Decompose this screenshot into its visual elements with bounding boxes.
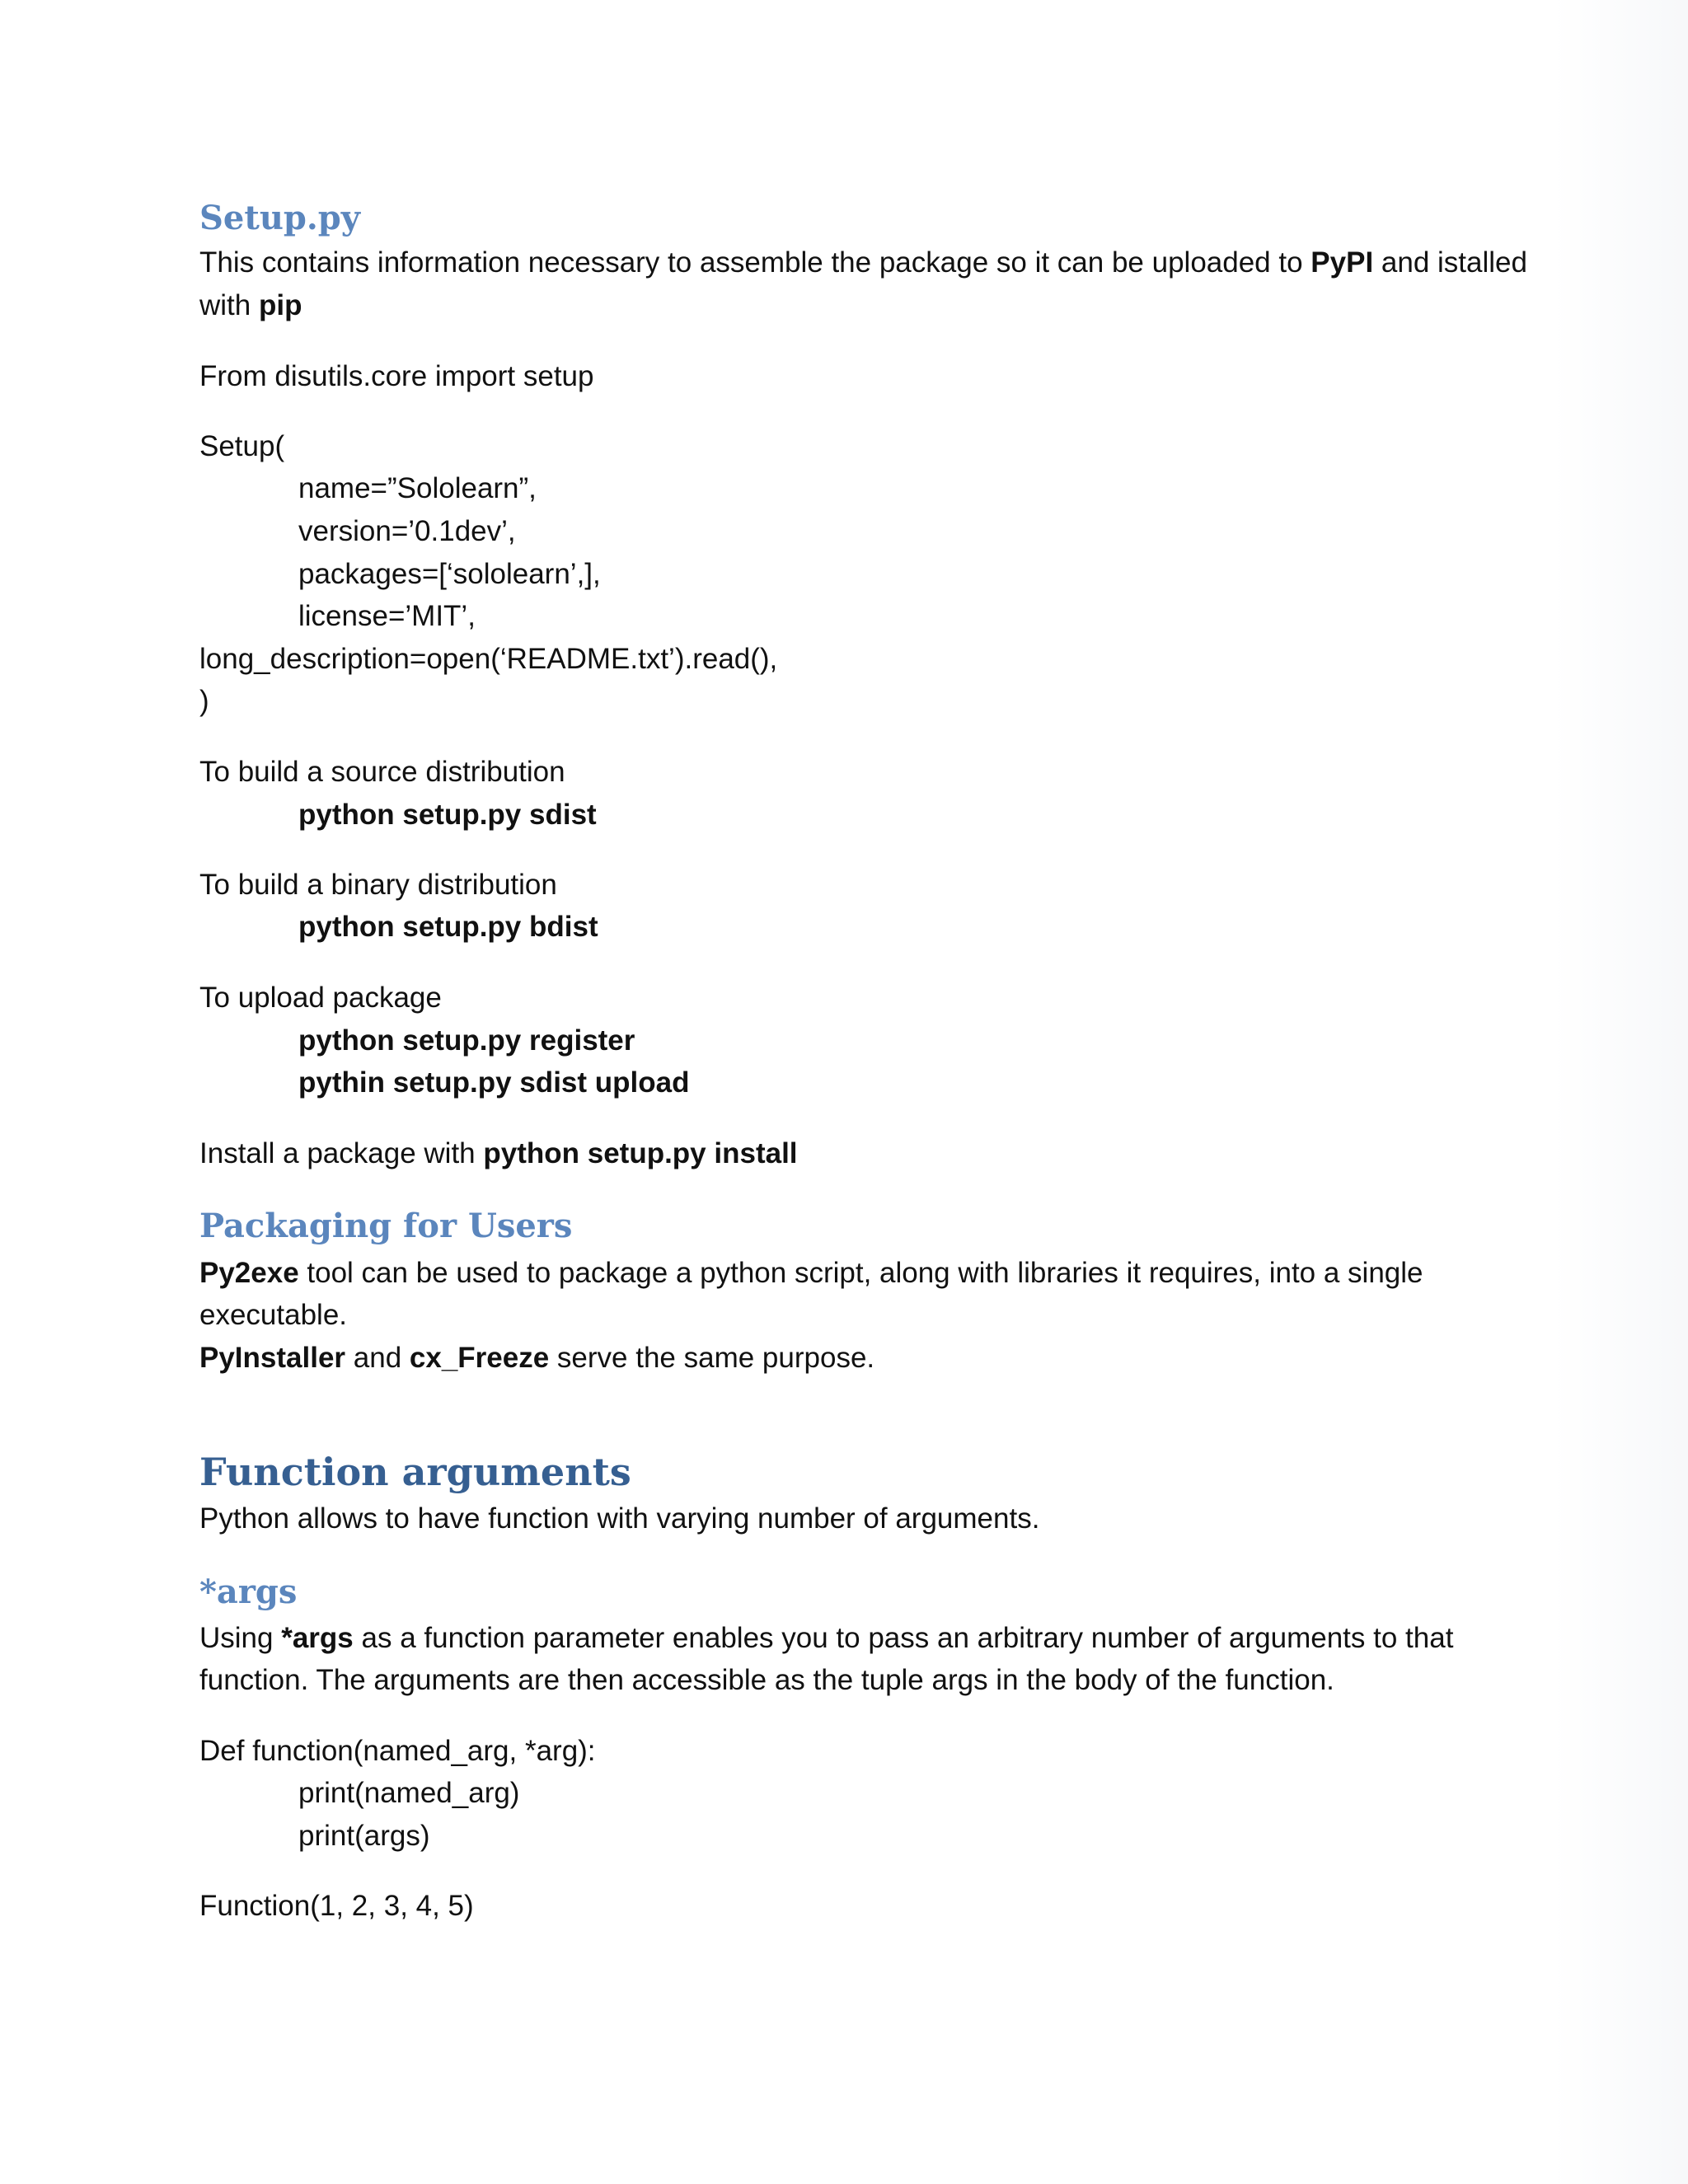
packaging-text: tool can be used to package a python script, along with libraries it requires, into a single — [298, 1257, 1423, 1289]
packaging-and: and — [345, 1342, 410, 1374]
def-line: Def function(named_arg, *arg): — [199, 1735, 596, 1767]
section-heading-function-arguments: Function arguments — [199, 1450, 631, 1494]
packaging-purpose: serve the same purpose. — [549, 1342, 875, 1374]
function-call-line: Function(1, 2, 3, 4, 5) — [199, 1890, 474, 1922]
pypi-term: PyPI — [1311, 246, 1374, 279]
intro-text-with: with — [199, 289, 259, 321]
packaging-line-3 — [199, 1337, 874, 1380]
install-label: Install a package with — [199, 1137, 484, 1169]
binary-dist-label: To build a binary distribution — [199, 869, 557, 901]
binary-dist-command — [298, 906, 598, 949]
upload-command-sdist-text: pythin setup.py sdist upload — [298, 1066, 690, 1099]
cx-freeze-term: cx_Freeze — [409, 1342, 550, 1374]
install-line — [199, 1132, 798, 1175]
import-line: From disutils.core import setup — [199, 360, 594, 392]
upload-label: To upload package — [199, 982, 442, 1014]
setup-arg-version: version=’0.1dev’, — [298, 515, 516, 547]
section-heading-packaging: Packaging for Users — [199, 1207, 573, 1245]
setup-call-open: Setup( — [199, 430, 285, 462]
py2exe-term: Py2exe — [199, 1257, 299, 1289]
setup-arg-long-description: long_description=open(‘README.txt’).read(), — [199, 643, 778, 675]
upload-command-register-text: python setup.py register — [298, 1024, 635, 1057]
setup-arg-license: license=’MIT’, — [298, 600, 476, 632]
intro-text: This contains information necessary to assemble the package so it can be uploaded to — [199, 246, 1311, 279]
star-args-line-1 — [199, 1617, 1453, 1660]
section-heading-setup: Setup.py — [199, 199, 360, 237]
section-heading-star-args: *args — [199, 1572, 298, 1611]
setup-arg-packages: packages=[‘sololearn’,], — [298, 558, 601, 590]
intro-text-end: and istalled — [1373, 246, 1527, 279]
star-args-using: Using — [199, 1622, 282, 1654]
upload-command-sdist — [298, 1062, 689, 1104]
packaging-line-1 — [199, 1252, 1423, 1295]
pyinstaller-term: PyInstaller — [199, 1342, 346, 1374]
source-dist-label: To build a source distribution — [199, 756, 565, 788]
install-command: python setup.py install — [483, 1137, 798, 1169]
star-args-line-2: function. The arguments are then accessible as the tuple args in the body of the function. — [199, 1664, 1334, 1696]
setup-intro-line-2 — [199, 284, 302, 327]
source-dist-command — [298, 794, 597, 837]
upload-command-register — [298, 1019, 635, 1062]
def-body-line-1: print(named_arg) — [298, 1777, 520, 1809]
source-dist-command-text: python setup.py sdist — [298, 799, 597, 831]
def-body-line-2: print(args) — [298, 1820, 430, 1852]
function-args-intro: Python allows to have function with varying number of arguments. — [199, 1502, 1040, 1535]
binary-dist-command-text: python setup.py bdist — [298, 911, 598, 943]
star-args-term: *args — [281, 1622, 354, 1654]
setup-arg-name: name=”Sololearn”, — [298, 472, 537, 504]
star-args-text: as a function parameter enables you to pass an arbitrary number of arguments to that — [353, 1622, 1454, 1654]
setup-intro-line-1 — [199, 241, 1527, 284]
setup-call-close: ) — [199, 685, 209, 717]
pip-term: pip — [258, 289, 302, 321]
packaging-line-2: executable. — [199, 1299, 348, 1331]
